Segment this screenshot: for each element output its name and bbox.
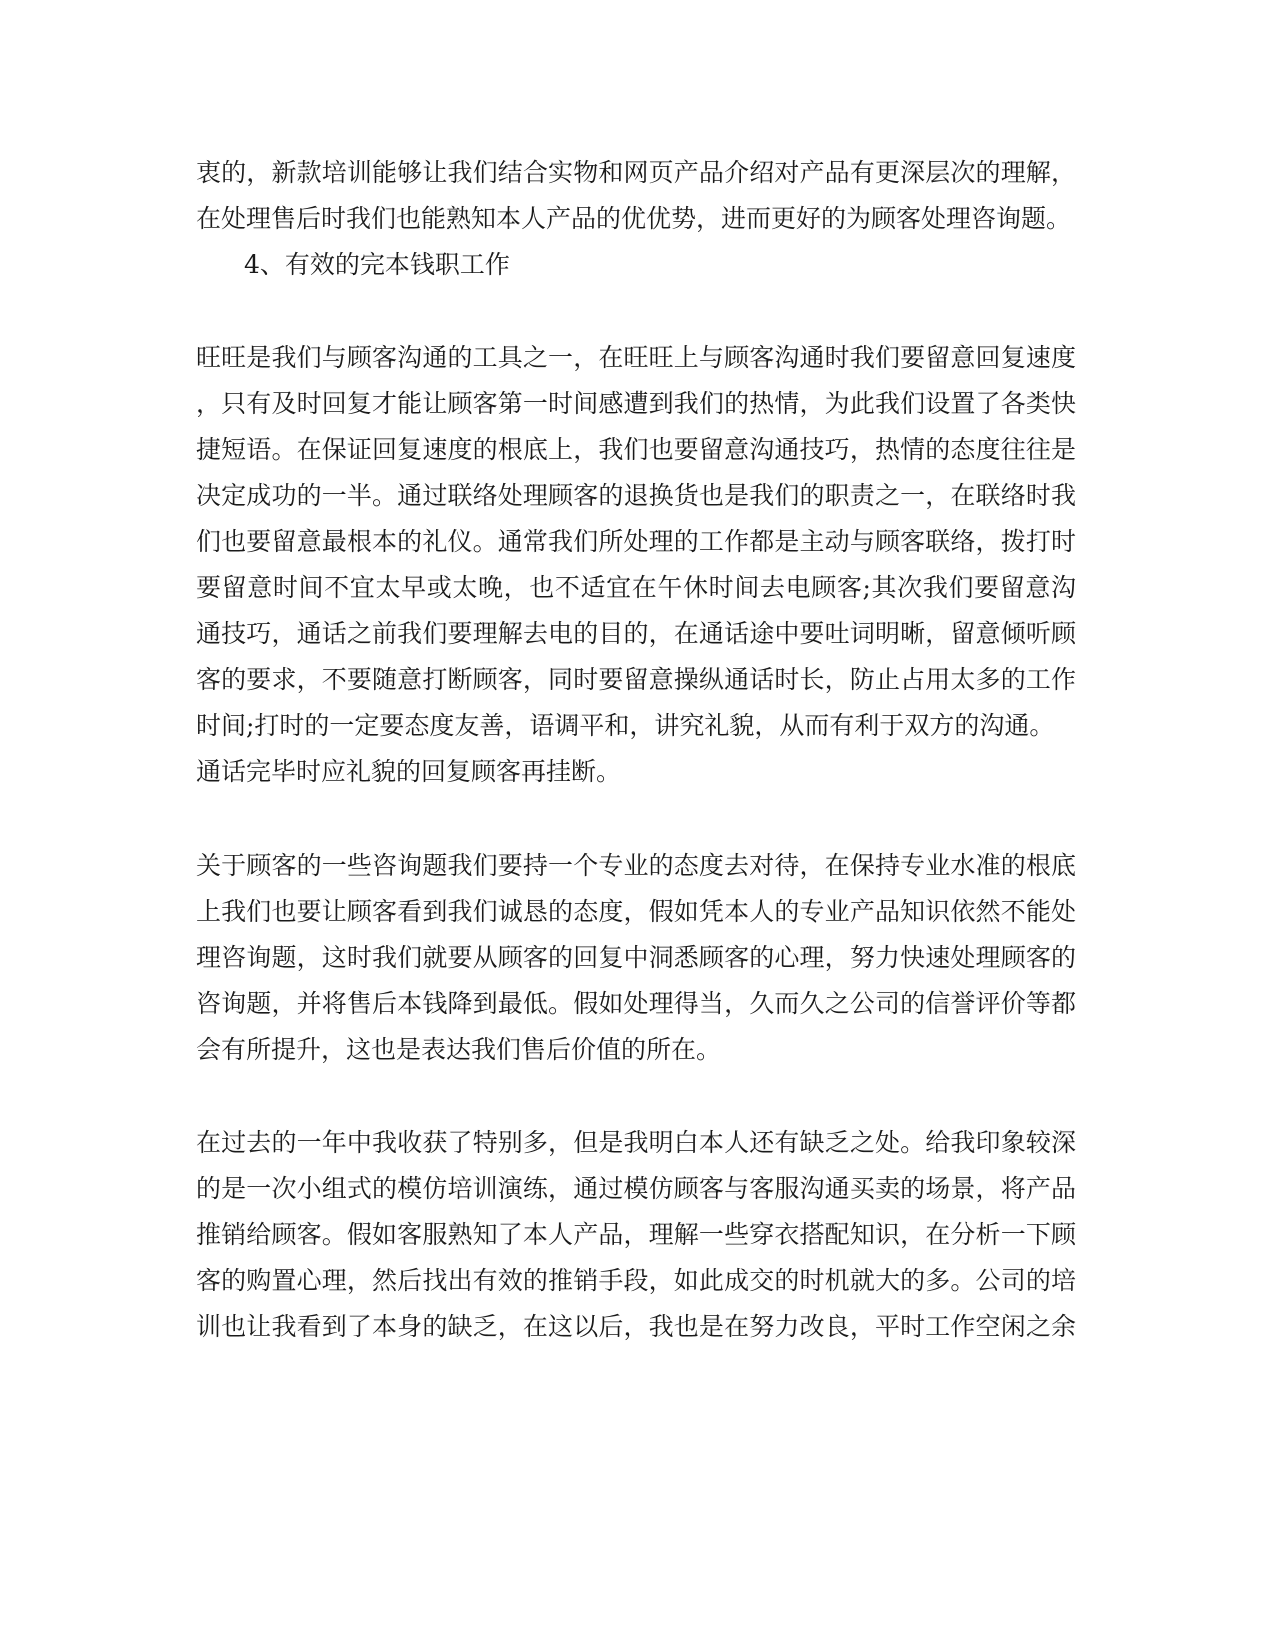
text-line: 旺旺是我们与顾客沟通的工具之一，在旺旺上与顾客沟通时我们要留意回复速度 [196, 343, 1076, 372]
text-line: 理咨询题，这时我们就要从顾客的回复中洞悉顾客的心理，努力快速处理顾客的 [196, 943, 1076, 972]
text-line: 衷的，新款培训能够让我们结合实物和网页产品介绍对产品有更深层次的理解， [196, 158, 1076, 187]
text-line: 通话完毕时应礼貌的回复顾客再挂断。 [196, 757, 622, 786]
text-line: 在处理售后时我们也能熟知本人产品的优优势，进而更好的为顾客处理咨询题。 [196, 204, 1072, 233]
text-line: 时间;打时的一定要态度友善，语调平和，讲究礼貌，从而有利于双方的沟通。 [196, 711, 1055, 740]
text-line: 会有所提升，这也是表达我们售后价值的所在。 [196, 1035, 722, 1064]
section-heading: 4、有效的完本钱职工作 [244, 250, 510, 279]
text-line: 们也要留意最根本的礼仪。通常我们所处理的工作都是主动与顾客联络，拨打时 [196, 527, 1076, 556]
text-line: 客的购置心理，然后找出有效的推销手段，如此成交的时机就大的多。公司的培 [196, 1266, 1076, 1295]
text-line: 推销给顾客。假如客服熟知了本人产品，理解一些穿衣搭配知识，在分析一下顾 [196, 1220, 1076, 1249]
text-line: 的是一次小组式的模仿培训演练，通过模仿顾客与客服沟通买卖的场景，将产品 [196, 1174, 1076, 1203]
text-line: 在过去的一年中我收获了特别多，但是我明白本人还有缺乏之处。给我印象较深 [196, 1128, 1076, 1157]
text-line: ，只有及时回复才能让顾客第一时间感遭到我们的热情，为此我们设置了各类快 [196, 389, 1076, 418]
text-line: 上我们也要让顾客看到我们诚恳的态度，假如凭本人的专业产品知识依然不能处 [196, 897, 1076, 926]
text-line: 关于顾客的一些咨询题我们要持一个专业的态度去对待，在保持专业水准的根底 [196, 851, 1076, 880]
text-line: 要留意时间不宜太早或太晚，也不适宜在午休时间去电顾客;其次我们要留意沟 [196, 573, 1076, 602]
text-line: 捷短语。在保证回复速度的根底上，我们也要留意沟通技巧，热情的态度往往是 [196, 435, 1076, 464]
text-line: 客的要求，不要随意打断顾客，同时要留意操纵通话时长，防止占用太多的工作 [196, 665, 1076, 694]
text-line: 通技巧，通话之前我们要理解去电的目的，在通话途中要吐词明晰，留意倾听顾 [196, 619, 1076, 648]
text-line: 训也让我看到了本身的缺乏，在这以后，我也是在努力改良，平时工作空闲之余 [196, 1312, 1076, 1341]
text-line: 咨询题，并将售后本钱降到最低。假如处理得当，久而久之公司的信誉评价等都 [196, 989, 1076, 1018]
text-line: 决定成功的一半。通过联络处理顾客的退换货也是我们的职责之一，在联络时我 [196, 481, 1076, 510]
